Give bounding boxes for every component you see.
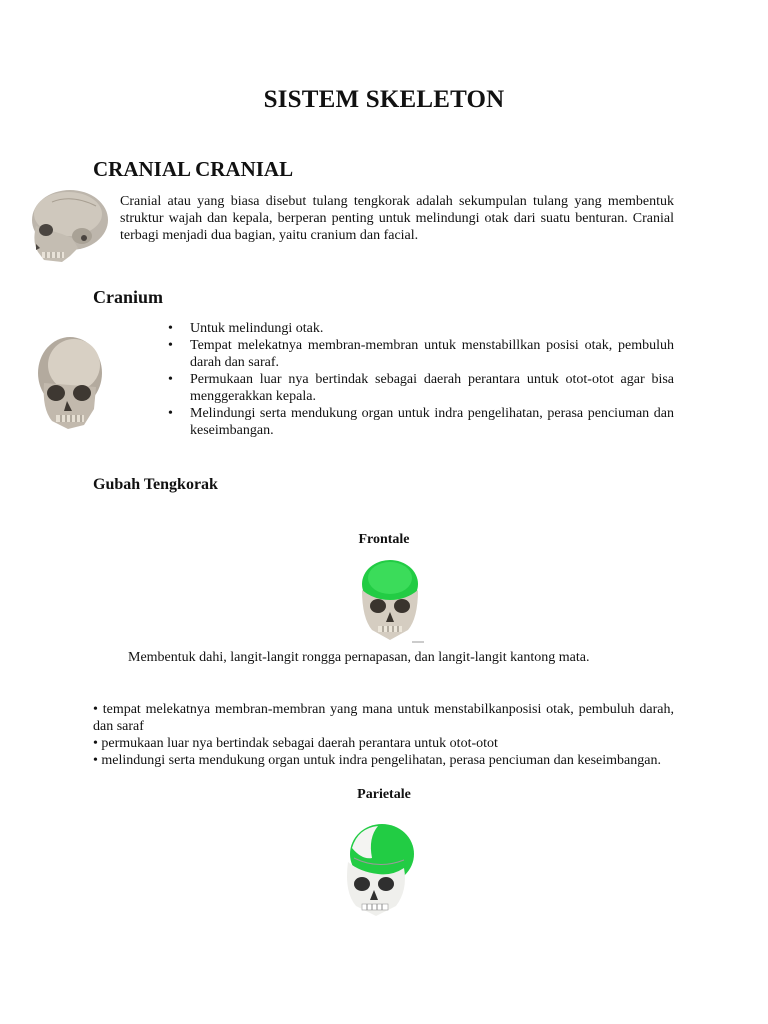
skull-side-image <box>22 186 110 268</box>
skull-front-image <box>34 335 106 433</box>
bullet-icon: • <box>168 406 173 421</box>
list-item: • tempat melekatnya membran-membran yang mana untuk menstabilkanposisi otak, pembuluh darah, dan saraf <box>93 702 674 734</box>
frontale-description: Membentuk dahi, langit-langit rongga pernapasan, dan langit-langit kantong mata. <box>128 650 590 665</box>
bullet-icon: • <box>168 321 173 336</box>
bullet-icon: • <box>168 372 173 387</box>
bullet-icon: • <box>168 338 173 353</box>
list-item: • permukaan luar nya bertindak sebagai daerah perantara untuk otot-otot <box>93 736 498 751</box>
cranial-heading: CRANIAL CRANIAL <box>93 157 294 181</box>
list-item: • melindungi serta mendukung organ untuk indra pengelihatan, perasa penciuman dan keseimbangan. <box>93 753 661 768</box>
cranium-heading: Cranium <box>93 287 164 307</box>
cranial-description: Cranial atau yang biasa disebut tulang tengkorak adalah sekumpulan tulang yang membentuk struktur wajah dan kepala, berperan penting untuk melindungi otak dari suatu benturan. Cranial terbagi menjadi dua bagian, yaitu cranium dan facial. <box>120 194 674 243</box>
list-item: • Tempat melekatnya membran-membran untuk menstabillkan posisi otak, pembuluh darah dan saraf. <box>168 338 674 370</box>
list-item: • Melindungi serta mendukung organ untuk indra pengelihatan, perasa penciuman dan keseimbangan. <box>168 406 674 438</box>
frontale-skull-image <box>354 556 426 644</box>
list-item: • Permukaan luar nya bertindak sebagai daerah perantara untuk otot-otot agar bisa menggerakkan kepala. <box>168 372 674 404</box>
parietale-caption: Parietale <box>357 787 411 802</box>
list-item: • Untuk melindungi otak. <box>168 321 324 336</box>
parietale-skull-image <box>338 818 420 920</box>
page-title: SISTEM SKELETON <box>263 86 505 113</box>
frontale-caption: Frontale <box>358 532 410 547</box>
gubah-tengkorak-heading: Gubah Tengkorak <box>93 476 218 493</box>
frontale-function-list <box>93 701 674 769</box>
cranium-function-list <box>168 320 674 439</box>
